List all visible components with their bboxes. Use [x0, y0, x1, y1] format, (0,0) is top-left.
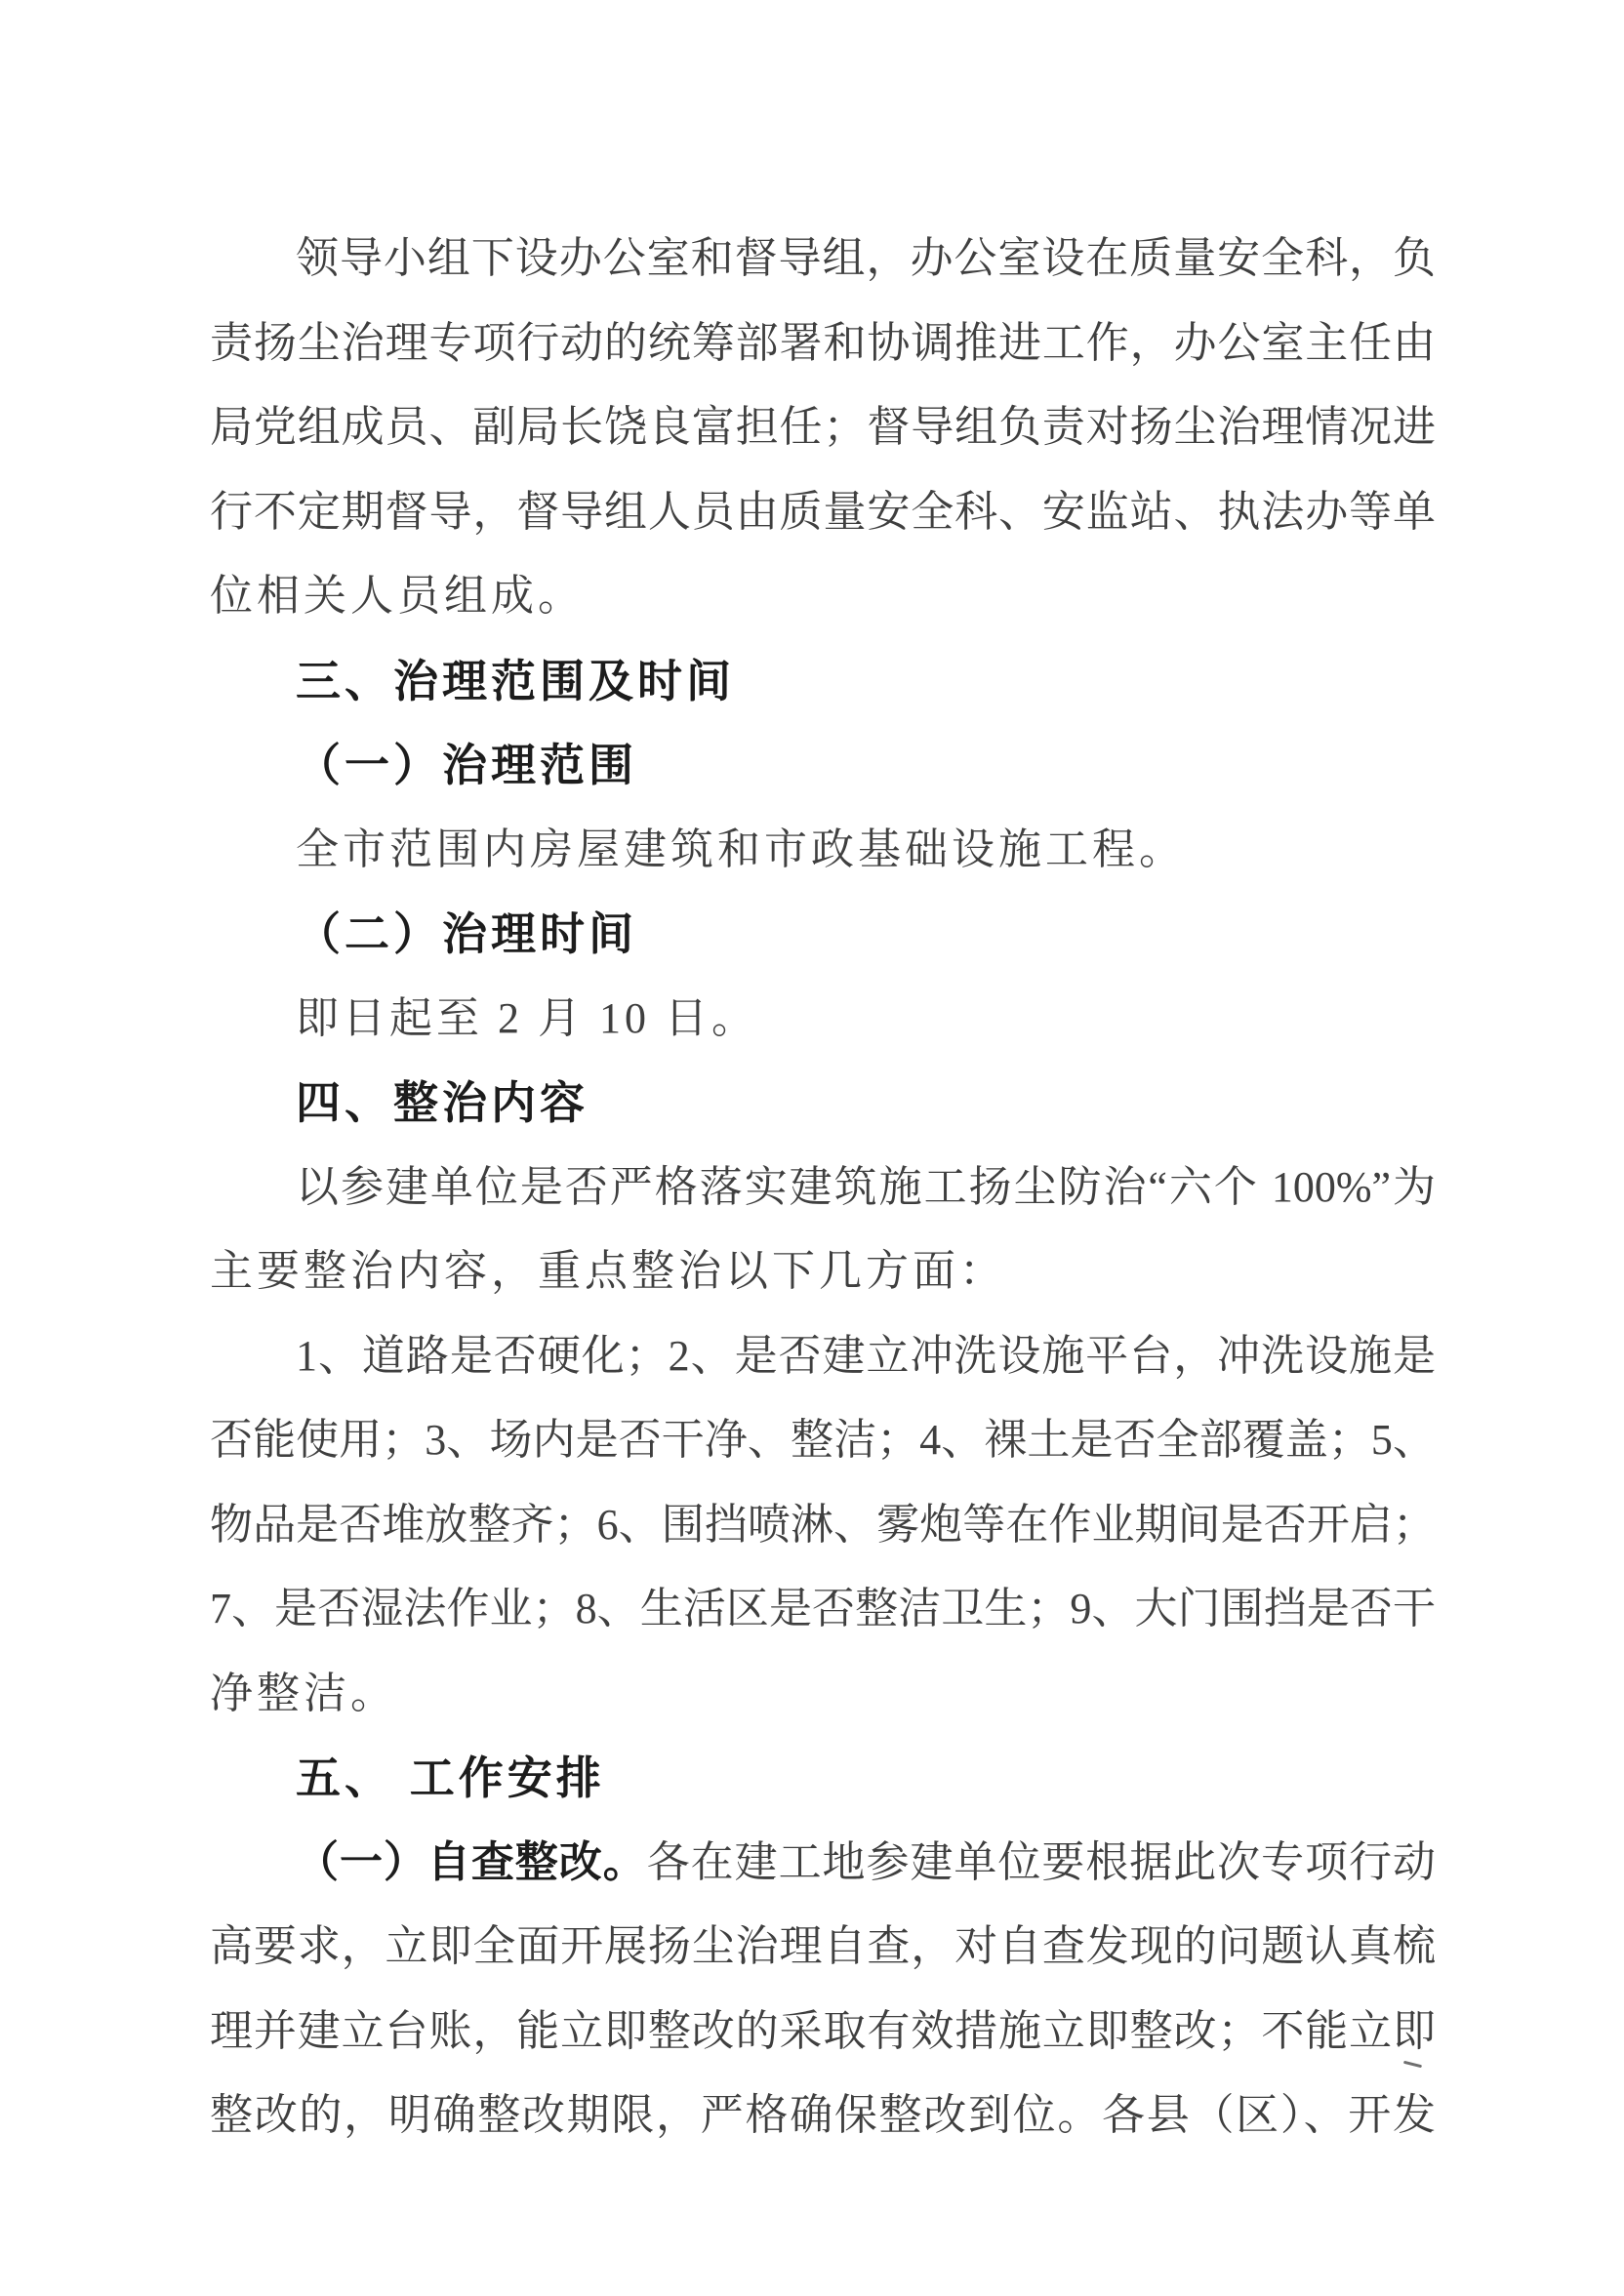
text-line [210, 1146, 1436, 1230]
text-line [210, 1905, 1436, 1990]
text-line [210, 1567, 1436, 1652]
text-line [210, 385, 1436, 470]
text-line [210, 554, 1436, 639]
heading-line [210, 892, 1436, 977]
text-line [210, 302, 1436, 386]
heading-line [210, 1736, 1436, 1821]
bold-text-segment: （一）自查整改。 [296, 1837, 647, 1886]
text-segment: 各在建工地参建单位要根据此次专项行动 [646, 1837, 1437, 1886]
text-segment: 位相关人员组成。 [210, 572, 585, 620]
text-segment: 否能使用；3、场内是否干净、整洁；4、裸土是否全部覆盖；5、 [210, 1416, 1436, 1464]
text-segment: 物品是否堆放整齐；6、围挡喷淋、雾炮等在作业期间是否开启； [210, 1500, 1436, 1549]
text-segment: 净整洁。 [210, 1669, 397, 1717]
bold-text-segment: 三、治理范围及时间 [296, 655, 735, 706]
text-segment: 领导小组下设办公室和督导组，办公室设在质量安全科，负 [296, 234, 1436, 282]
heading-line [210, 723, 1436, 808]
text-segment: 高要求，立即全面开展扬尘治理自查，对自查发现的问题认真梳 [210, 1922, 1436, 1970]
text-segment: 1、道路是否硬化；2、是否建立冲洗设施平台，冲洗设施是 [296, 1331, 1436, 1380]
heading-line [210, 639, 1436, 724]
text-segment: 局党组成员、副局长饶良富担任；督导组负责对扬尘治理情况进 [210, 403, 1436, 451]
text-line [210, 1229, 1436, 1314]
document-text [210, 217, 1436, 2158]
bold-text-segment: （一）治理范围 [296, 740, 637, 790]
text-line [210, 1821, 1436, 1906]
text-line [210, 1483, 1436, 1568]
text-line [210, 1314, 1436, 1399]
text-segment: 即日起至 2 月 10 日。 [296, 993, 758, 1042]
text-line [210, 977, 1436, 1062]
text-segment: 责扬尘治理专项行动的统筹部署和协调推进工作，办公室主任由 [210, 318, 1436, 367]
text-line [210, 1398, 1436, 1483]
text-segment: 行不定期督导，督导组人员由质量安全科、安监站、执法办等单 [210, 487, 1436, 536]
bold-text-segment: 四、整治内容 [296, 1077, 589, 1128]
bold-text-segment: （二）治理时间 [296, 908, 637, 959]
text-segment: 全市范围内房屋建筑和市政基础设施工程。 [296, 825, 1186, 873]
text-segment: 7、是否湿法作业；8、生活区是否整洁卫生；9、大门围挡是否干 [210, 1585, 1436, 1632]
text-line [210, 1652, 1436, 1737]
text-line [210, 1990, 1436, 2074]
text-line [210, 470, 1436, 555]
text-line [210, 217, 1436, 302]
text-segment: 以参建单位是否严格落实建筑施工扬尘防治“六个 100%”为 [296, 1162, 1436, 1211]
text-line [210, 2074, 1436, 2158]
text-line [210, 808, 1436, 893]
text-segment: 理并建立台账，能立即整改的采取有效措施立即整改；不能立即 [210, 2006, 1436, 2055]
heading-line [210, 1061, 1436, 1146]
text-segment: 主要整治内容，重点整治以下几方面： [210, 1247, 1006, 1295]
bold-text-segment: 五、 工作安排 [296, 1752, 605, 1803]
text-segment: 整改的，明确整改期限，严格确保整改到位。各县（区）、开发 [210, 2091, 1436, 2139]
